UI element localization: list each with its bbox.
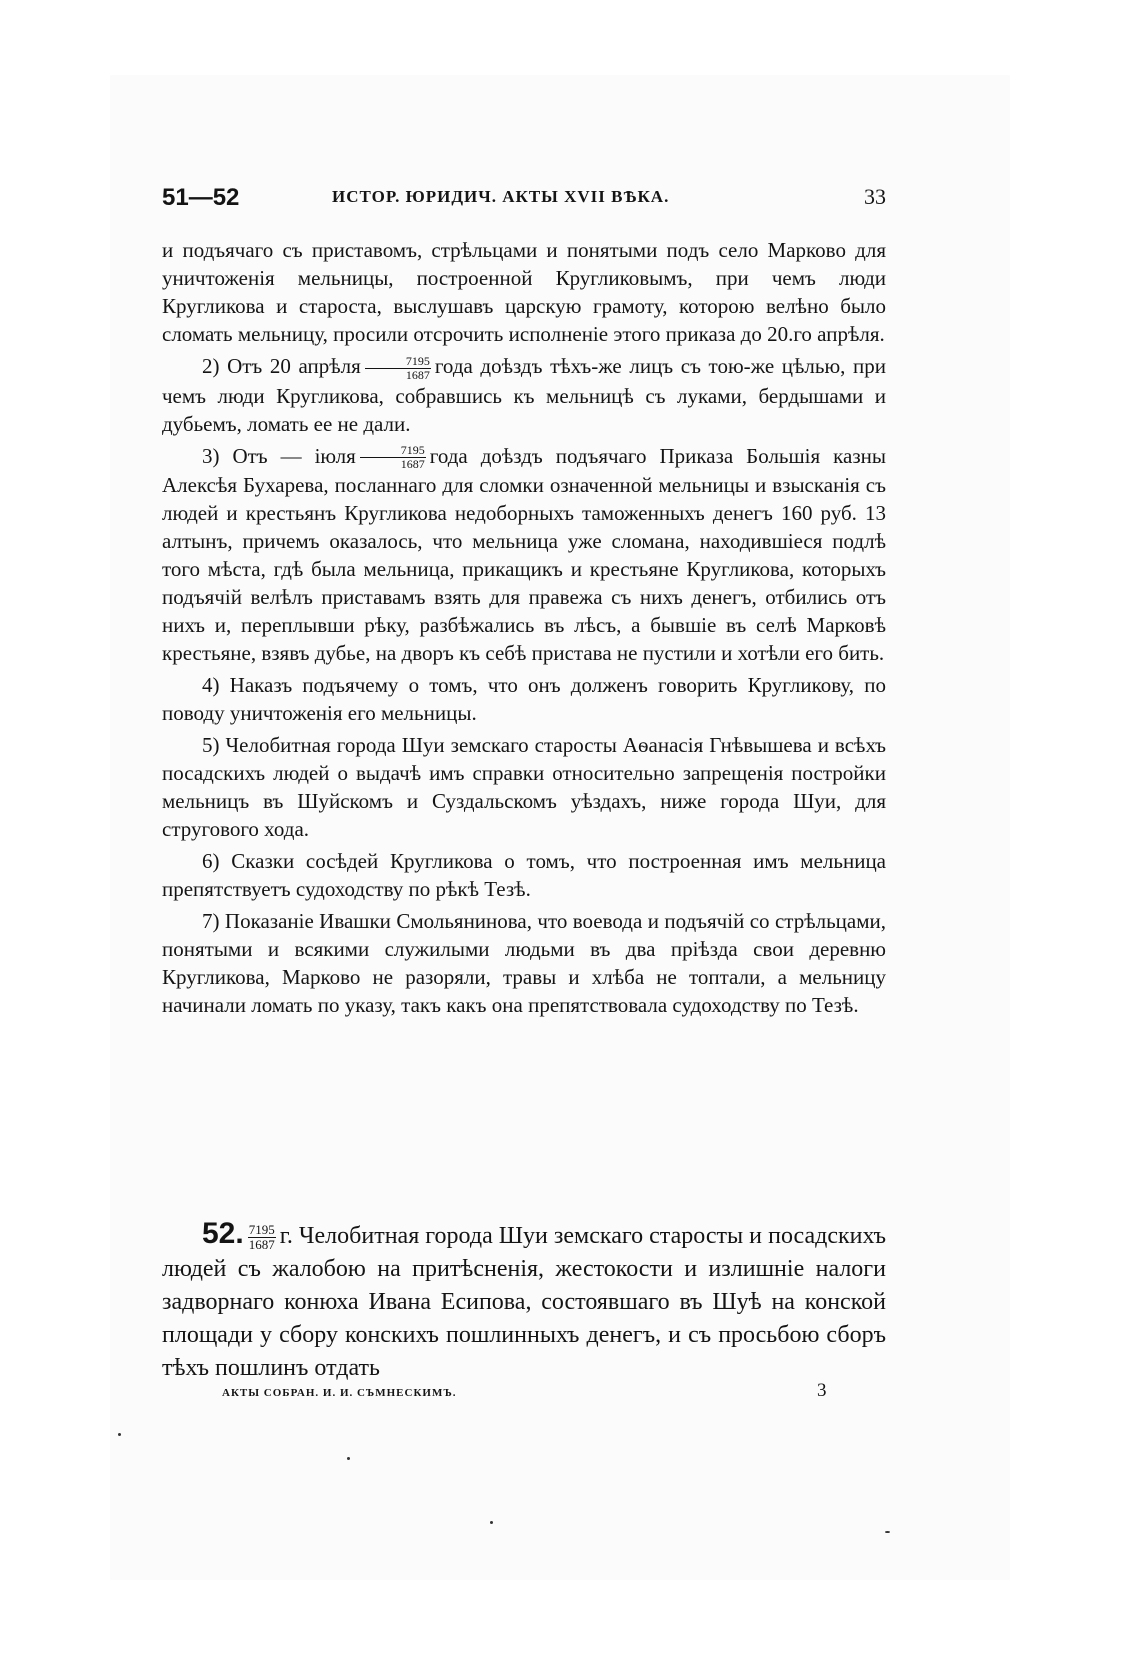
fraction-numerator: 7195 xyxy=(360,444,426,458)
paragraph-item-5: 5) Челобитная города Шуи земскаго старосты Аѳанасія Гнѣвышева и всѣхъ посадскихъ людей о выдачѣ имъ справки относительно запрещенія постройки мельницъ въ Шуйскомъ и Суздальскомъ уѣздахъ, ниже города Шуи, для стругового хода. xyxy=(162,733,886,842)
speck-mark xyxy=(490,1521,493,1524)
paragraph-item-6: 6) Сказки сосѣдей Кругликова о томъ, что построенная имъ мельница препятствуетъ судоходству по рѣкѣ Тезѣ. xyxy=(162,849,886,902)
running-header xyxy=(162,184,886,214)
fraction-denominator: 1687 xyxy=(400,457,425,472)
paragraph-item-2 xyxy=(162,352,886,438)
year-fraction xyxy=(248,1223,276,1252)
paragraph-item-7: 7) Показаніе Ивашки Смольянинова, что воевода и подъячій со стрѣльцами, понятыми и всякими служилыми людьми въ два пріѣзда свои деревню Кругликова, Марково не разоряли, травы и хлѣба не топтали, а мельницу начинали ломать по указу, такъ какъ она препятствовала судоходству по Тезѣ. xyxy=(162,909,886,1018)
section-52-text: г. Челобитная города Шуи земскаго старосты и посадскихъ людей съ жалобою на притѣсненія, жестокости и излишніе налоги задворнаго конюха Ивана Есипова, состоявшаго въ Шуѣ на конской площади у сбору конскихъ пошлинныхъ денегъ, и съ просьбою сборъ тѣхъ пошлинъ отдать xyxy=(162,1223,886,1381)
speck-mark xyxy=(347,1457,350,1460)
item-3-lead: 3) Отъ — іюля xyxy=(202,443,356,468)
fraction-numerator: 7195 xyxy=(365,355,431,369)
item-2-lead: 2) Отъ 20 апрѣля xyxy=(202,354,361,378)
footer-sheet-number: 3 xyxy=(817,1380,827,1401)
year-fraction xyxy=(365,355,431,382)
document-body xyxy=(162,236,886,1019)
header-book-title: ИСТОР. ЮРИДИЧ. АКТЫ XVII ВѢКА. xyxy=(332,187,670,206)
speck-mark xyxy=(885,1531,890,1533)
item-2-text: года доѣздъ тѣхъ-же лицъ съ тою-же цѣлью, при чемъ люди Кругликова, собравшись къ мельницѣ съ луками, бердышами и дубьемъ, ломать ее не дали. xyxy=(162,354,886,436)
fraction-denominator: 1687 xyxy=(248,1236,275,1252)
footer-signature: АКТЫ СОБРАН. И. И. СЪМНЕСКИМЪ. xyxy=(222,1387,457,1399)
paragraph-item-4: 4) Наказъ подъячему о томъ, что онъ долженъ говорить Кругликову, по поводу уничтоженія его мельницы. xyxy=(162,673,886,726)
item-3-text: года доѣздъ подъячаго Приказа Большія казны Алексѣя Бухарева, посланнаго для сломки означенной мельницы и взысканія съ людей и крестьянъ Кругликова недоборныхъ таможенныхъ денегъ 160 руб. 13 алтынъ, причемъ оказалось, что мельница уже сломана, находившіеся подлѣ того мѣста, гдѣ была мельница, прикащикъ и крестьяне Кругликова, которыхъ подъячій велѣлъ приставамъ взять для правежа съ нихъ денегъ, отбились отъ нихъ и, переплывши рѣку, разбѣжались въ лѣсъ, а бывшіе въ селѣ Марковѣ крестьяне, взявъ дубье, на дворъ къ себѣ пристава не пустили и хотѣли его бить. xyxy=(162,443,886,666)
fraction-denominator: 1687 xyxy=(405,367,430,382)
paragraph-continuation: и подъячаго съ приставомъ, стрѣльцами и понятыми подъ село Марково для уничтоженія мельницы, построенной Кругликовымъ, при чемъ люди Кругликова и староста, выслушавъ царскую грамоту, которою велѣно было сломать мельницу, просили отсрочить исполненіе этого приказа до 20.го апрѣля. xyxy=(162,238,886,346)
header-page-number: 33 xyxy=(864,184,886,209)
header-document-numbers: 51—52 xyxy=(162,184,240,211)
section-52-number: 52. xyxy=(202,1217,244,1250)
year-fraction xyxy=(360,444,426,471)
paragraph-item-3 xyxy=(162,442,886,668)
speck-mark xyxy=(118,1433,121,1436)
fraction-numerator: 7195 xyxy=(248,1221,275,1237)
section-52-heading xyxy=(162,1217,886,1385)
